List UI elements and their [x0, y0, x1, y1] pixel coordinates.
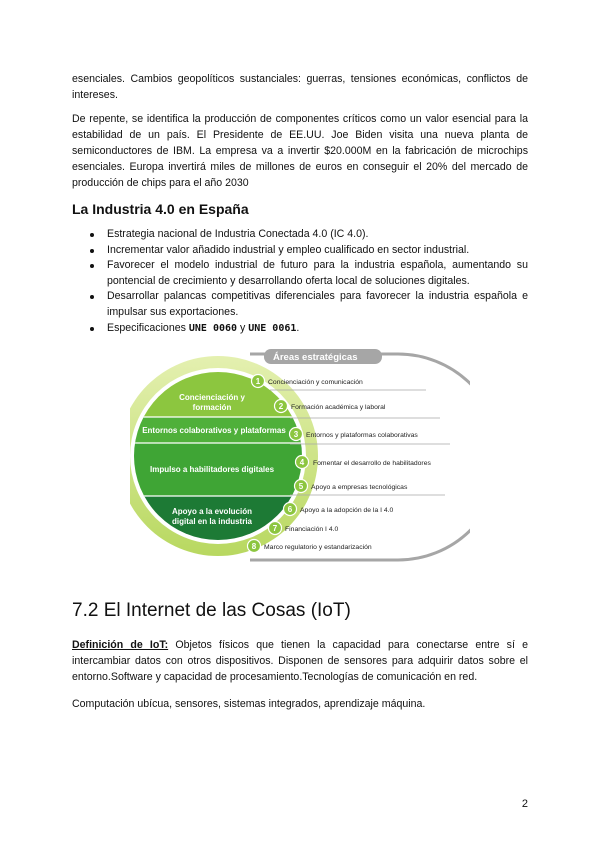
intro-paragraph-1: esenciales. Cambios geopolíticos sustanciales: guerras, tensiones económicas, conflictos de intereses. — [72, 73, 528, 101]
iot-paragraph: Computación ubícua, sensores, sistemas integrados, aprendizaje máquina. — [72, 698, 426, 710]
spec-suffix: . — [296, 321, 300, 334]
iot-definition-paragraph — [72, 637, 528, 685]
segment-label-2: Entornos colaborativos y plataformas — [142, 426, 286, 435]
area-item-5: Apoyo a empresas tecnológicas — [311, 484, 408, 491]
diagram-title: Áreas estratégicas — [273, 352, 358, 363]
bullet-item: Estrategia nacional de Industria Conectada 4.0 (IC 4.0). — [72, 227, 528, 243]
segment-label-1b: formación — [192, 403, 232, 412]
page-number: 2 — [521, 798, 528, 810]
segment-label-4a: Apoyo a la evolución — [171, 507, 253, 516]
number-label-8: 8 — [251, 542, 257, 551]
bullet-item-spec — [72, 321, 528, 337]
iot-definition-label: Definición de IoT: — [72, 639, 169, 651]
bullet-item: Desarrollar palancas competitivas diferenciales para favorecer la industria española e impulsar sus exportaciones. — [72, 289, 528, 320]
spec-une-0061: UNE 0061 — [248, 322, 297, 334]
number-label-5: 5 — [298, 482, 304, 491]
number-label-2: 2 — [278, 402, 284, 411]
intro-paragraph-2: De repente, se identifica la producción de componentes críticos como un valor esencial para la estabilidad de un país. El Presidente de EE.UU. Joe Biden visita una nueva planta de semiconductores de IBM. La empresa va a invertir $20.000M en la fabricación de microchips esenciales. Europa invertirá miles de millones de euros en conseguir el 20% del mercado de producción de chips para el año 2030 — [72, 113, 528, 189]
industria-bullet-list — [72, 227, 528, 336]
bullet-item: Favorecer el modelo industrial de futuro para la industria española, aumentando su pontencial de crecimiento y desarrollando oferta local de soluciones digitales. — [72, 258, 528, 289]
segment-label-1a: Concienciación y — [179, 393, 245, 402]
section-heading-industria: La Industria 4.0 en España — [72, 201, 249, 217]
number-label-7: 7 — [272, 524, 278, 533]
number-label-1: 1 — [255, 377, 261, 386]
area-item-7: Financiación I 4.0 — [285, 526, 339, 533]
number-label-6: 6 — [287, 505, 293, 514]
section-heading-iot: 7.2 El Internet de las Cosas (IoT) — [72, 600, 351, 621]
spec-une-0060: UNE 0060 — [188, 322, 238, 334]
spec-mid: y — [237, 321, 249, 334]
area-item-8: Marco regulatorio y estandarización — [264, 544, 372, 551]
segment-label-3: Impulso a habilitadores digitales — [149, 465, 275, 474]
segment-label-4b: digital en la industria — [171, 517, 253, 526]
iot-definition-text: Objetos físicos que tienen la capacidad para conectarse entre sí e intercambiar datos con otros dispositivos. Disponen de sensores para adquirir datos sobre el entorno.Software y capacidad de procesamiento.Tecnologías de comunicación en red. — [72, 639, 528, 683]
area-item-4: Fomentar el desarrollo de habilitadores — [313, 460, 431, 467]
area-item-6: Apoyo a la adopción de la I 4.0 — [300, 507, 394, 514]
area-item-1: Concienciación y comunicación — [268, 379, 363, 386]
spec-prefix: Especificaciones — [107, 321, 189, 334]
strategic-areas-diagram — [130, 348, 470, 564]
area-item-3: Entornos y plataformas colaborativas — [306, 432, 418, 439]
area-item-2: Formación académica y laboral — [291, 404, 386, 411]
bullet-item: Incrementar valor añadido industrial y empleo cualificado en sector industrial. — [72, 243, 528, 259]
number-label-3: 3 — [293, 430, 299, 439]
number-label-4: 4 — [299, 458, 305, 467]
